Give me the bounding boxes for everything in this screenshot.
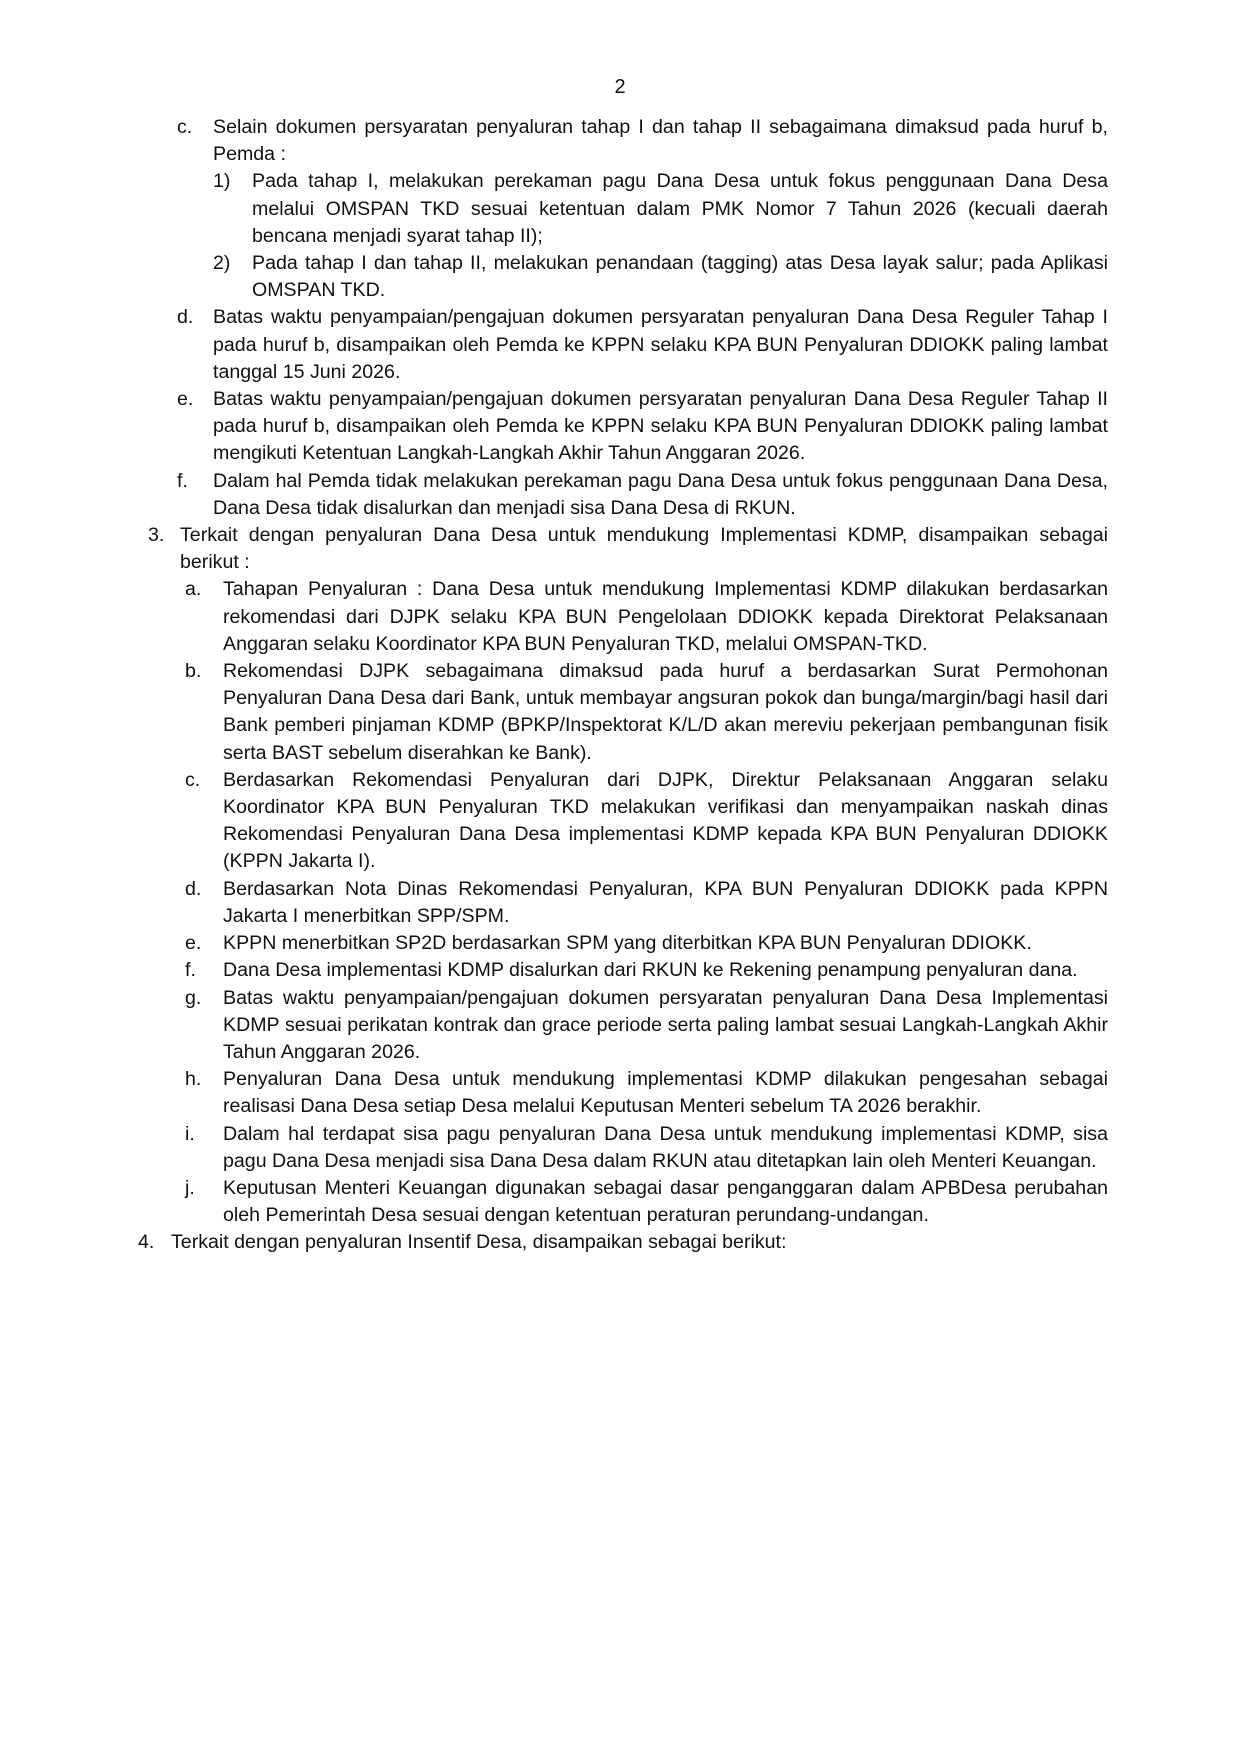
- list-label: b.: [185, 660, 202, 683]
- list-text: Selain dokumen persyaratan penyaluran tahap I dan tahap II sebagaimana dimaksud pada huruf b, Pemda :: [213, 116, 1108, 166]
- list-label: 2): [213, 252, 231, 275]
- list-text: Pada tahap I, melakukan perekaman pagu Dana Desa untuk fokus penggunaan Dana Desa melalui OMSPAN TKD sesuai ketentuan dalam PMK Nomor 7 Tahun 2026 (kecuali daerah bencana menjadi syarat tahap II);: [252, 170, 1108, 247]
- list-label: i.: [185, 1122, 195, 1145]
- list-item-2c: [177, 114, 1108, 168]
- list-label: a.: [185, 578, 202, 601]
- list-label: 3.: [148, 524, 165, 547]
- list-label: d.: [177, 306, 194, 329]
- list-item-3i: [185, 1121, 1108, 1175]
- list-item-3c: [185, 767, 1108, 876]
- list-label: j.: [185, 1176, 195, 1199]
- list-item-2f: [177, 468, 1108, 522]
- list-label: e.: [177, 388, 194, 411]
- list-text: Dalam hal Pemda tidak melakukan perekaman pagu Dana Desa untuk fokus penggunaan Dana Desa, Dana Desa tidak disalurkan dan menjadi sisa Dana Desa di RKUN.: [213, 469, 1108, 519]
- list-label: h.: [185, 1068, 202, 1091]
- list-label: 4.: [138, 1231, 155, 1254]
- list-item-3a: [185, 576, 1108, 658]
- list-item-2c-2: [213, 250, 1108, 304]
- list-item-2c-1: [213, 168, 1108, 250]
- list-text: Terkait dengan penyaluran Insentif Desa, disampaikan sebagai berikut:: [171, 1231, 787, 1254]
- list-label: f.: [177, 469, 188, 492]
- list-text: Dalam hal terdapat sisa pagu penyaluran Dana Desa untuk mendukung implementasi KDMP, sisa pagu Dana Desa menjadi sisa Dana Desa dalam RKUN atau ditetapkan lain oleh Menteri Keuangan.: [223, 1122, 1108, 1172]
- list-text: Tahapan Penyaluran : Dana Desa untuk mendukung Implementasi KDMP dilakukan berdasarkan rekomendasi dari DJPK selaku KPA BUN Pengelolaan DDIOKK kepada Direktorat Pelaksanaan Anggaran selaku Koordinator KPA BUN Penyaluran TKD, melalui OMSPAN-TKD.: [223, 578, 1108, 655]
- list-item-3e: [185, 930, 1108, 957]
- list-label: d.: [185, 877, 202, 900]
- list-text: Berdasarkan Rekomendasi Penyaluran dari DJPK, Direktur Pelaksanaan Anggaran selaku Koordinator KPA BUN Penyaluran TKD melakukan verifikasi dan menyampaikan naskah dinas Rekomendasi Penyaluran Dana Desa implementasi KDMP kepada KPA BUN Penyaluran DDIOKK (KPPN Jakarta I).: [223, 768, 1108, 873]
- page-number: 2: [614, 76, 626, 98]
- list-text: Terkait dengan penyaluran Dana Desa untuk mendukung Implementasi KDMP, disampaikan sebagai berikut :: [180, 524, 1108, 574]
- list-item-3g: [185, 985, 1108, 1067]
- list-text: Batas waktu penyampaian/pengajuan dokumen persyaratan penyaluran Dana Desa Implementasi KDMP sesuai perikatan kontrak dan grace periode serta paling lambat sesuai Langkah-Langkah Akhir Tahun Anggaran 2026.: [223, 986, 1108, 1063]
- list-text: Penyaluran Dana Desa untuk mendukung implementasi KDMP dilakukan pengesahan sebagai realisasi Dana Desa setiap Desa melalui Keputusan Menteri sebelum TA 2026 berakhir.: [223, 1068, 1108, 1118]
- list-item-2e: [177, 386, 1108, 468]
- list-text: Batas waktu penyampaian/pengajuan dokumen persyaratan penyaluran Dana Desa Reguler Tahap II pada huruf b, disampaikan oleh Pemda ke KPPN selaku KPA BUN Penyaluran DDIOKK paling lambat mengikuti Ketentuan Langkah-Langkah Akhir Tahun Anggaran 2026.: [213, 388, 1108, 465]
- list-label: g.: [185, 986, 202, 1009]
- list-item-2d: [177, 304, 1108, 386]
- list-text: Pada tahap I dan tahap II, melakukan penandaan (tagging) atas Desa layak salur; pada Aplikasi OMSPAN TKD.: [252, 252, 1108, 302]
- list-item-3f: [185, 957, 1108, 984]
- list-item-3d: [185, 876, 1108, 930]
- list-label: c.: [185, 768, 201, 791]
- list-item-4: [138, 1229, 1108, 1256]
- list-text: Dana Desa implementasi KDMP disalurkan dari RKUN ke Rekening penampung penyaluran dana.: [223, 959, 1078, 982]
- list-item-3j: [185, 1175, 1108, 1229]
- list-label: f.: [185, 959, 196, 982]
- list-label: 1): [213, 170, 231, 193]
- document-body: [0, 114, 1240, 1257]
- list-item-3h: [185, 1066, 1108, 1120]
- list-text: Keputusan Menteri Keuangan digunakan sebagai dasar penganggaran dalam APBDesa perubahan oleh Pemerintah Desa sesuai dengan ketentuan peraturan perundang-undangan.: [223, 1176, 1108, 1227]
- list-item-3: [148, 522, 1108, 576]
- list-text: Batas waktu penyampaian/pengajuan dokumen persyaratan penyaluran Dana Desa Reguler Tahap I pada huruf b, disampaikan oleh Pemda ke KPPN selaku KPA BUN Penyaluran DDIOKK paling lambat tanggal 15 Juni 2026.: [213, 306, 1108, 383]
- list-item-3b: [185, 658, 1108, 767]
- list-text: Rekomendasi DJPK sebagaimana dimaksud pada huruf a berdasarkan Surat Permohonan Penyaluran Dana Desa dari Bank, untuk membayar angsuran pokok dan bunga/margin/bagi hasil dari Bank pemberi pinjaman KDMP (BPKP/Inspektorat K/L/D akan mereviu pekerjaan pembangunan fisik serta BAST sebelum diserahkan ke Bank).: [223, 660, 1108, 764]
- list-text: Berdasarkan Nota Dinas Rekomendasi Penyaluran, KPA BUN Penyaluran DDIOKK pada KPPN Jakarta I menerbitkan SPP/SPM.: [223, 877, 1108, 927]
- list-text: KPPN menerbitkan SP2D berdasarkan SPM yang diterbitkan KPA BUN Penyaluran DDIOKK.: [223, 932, 1032, 955]
- list-label: e.: [185, 932, 202, 955]
- list-label: c.: [177, 116, 193, 138]
